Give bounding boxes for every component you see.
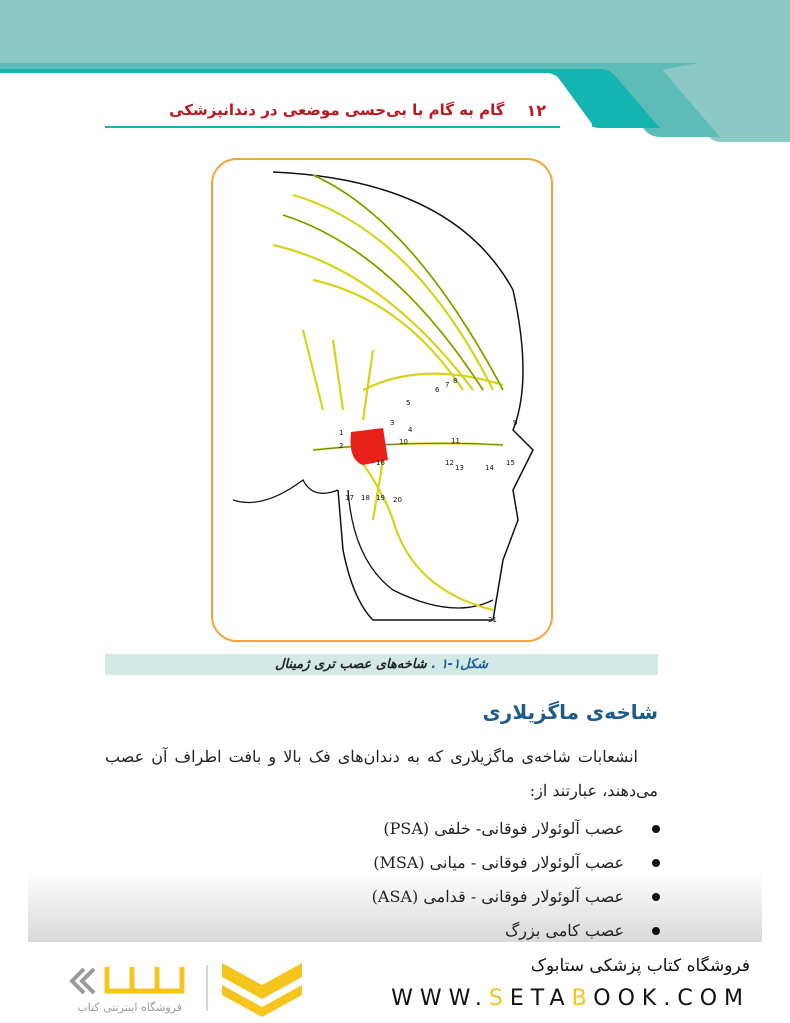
skull-nerve-illustration [213, 160, 551, 640]
list-item: عصب آلوئولار فوقانی- خلفی (PSA) [260, 812, 660, 846]
bullet-icon [652, 825, 660, 833]
svg-text:1: 1 [339, 429, 344, 437]
store-name: فروشگاه کتاب پزشکی ستابوک [530, 956, 750, 976]
book-title: گام به گام با بی‌حسی موضعی در دندانپزشکی [169, 101, 505, 119]
svg-text:16: 16 [376, 459, 385, 467]
svg-text:8: 8 [453, 377, 458, 385]
svg-text:2: 2 [339, 442, 344, 450]
bullet-icon [652, 859, 660, 867]
svg-text:12: 12 [445, 459, 454, 467]
logo-tagline: فروشگاه اینترنتی کتاب [77, 1001, 182, 1014]
list-item: عصب آلوئولار فوقانی - قدامی (ASA) [260, 880, 660, 914]
svg-text:11: 11 [451, 437, 460, 445]
figure-number: شکل۱-۱ . [431, 657, 488, 672]
body-paragraph: انشعابات شاخه‌ی ماگزیلاری که به دندان‌های فک بالا و بافت اطراف آن عصب می‌دهند، عبارتند از: [105, 747, 658, 800]
svg-text:6: 6 [435, 386, 440, 394]
svg-text:19: 19 [376, 494, 385, 502]
svg-text:5: 5 [406, 399, 411, 407]
header-rule [105, 126, 560, 128]
svg-text:3: 3 [390, 419, 395, 427]
running-header [105, 98, 560, 122]
bullet-icon [652, 893, 660, 901]
list-item: عصب آلوئولار فوقانی - میانی (MSA) [260, 846, 660, 880]
caption-text: شاخه‌های عصب تری ژمینال [275, 657, 432, 672]
svg-text:21: 21 [488, 616, 497, 624]
svg-text:9: 9 [513, 419, 518, 427]
svg-text:13: 13 [455, 464, 464, 472]
nerve-list [260, 812, 660, 948]
svg-text:14: 14 [485, 464, 494, 472]
page-number: ۱۲ [526, 100, 546, 120]
store-url[interactable]: WWW.SETABOOK.COM [391, 986, 750, 1011]
svg-text:18: 18 [361, 494, 370, 502]
svg-text:10: 10 [399, 438, 408, 446]
svg-text:7: 7 [445, 381, 450, 389]
section-heading: شاخه‌ی ماگزیلاری [482, 700, 658, 724]
setabook-logo [62, 955, 317, 1017]
svg-text:4: 4 [408, 426, 413, 434]
bullet-icon [652, 927, 660, 935]
svg-text:15: 15 [506, 459, 515, 467]
figure-caption [105, 654, 658, 675]
svg-text:17: 17 [345, 494, 354, 502]
svg-text:20: 20 [393, 496, 402, 504]
figure-trigeminal-nerve [211, 158, 553, 642]
list-item: عصب کامی بزرگ [260, 914, 660, 948]
